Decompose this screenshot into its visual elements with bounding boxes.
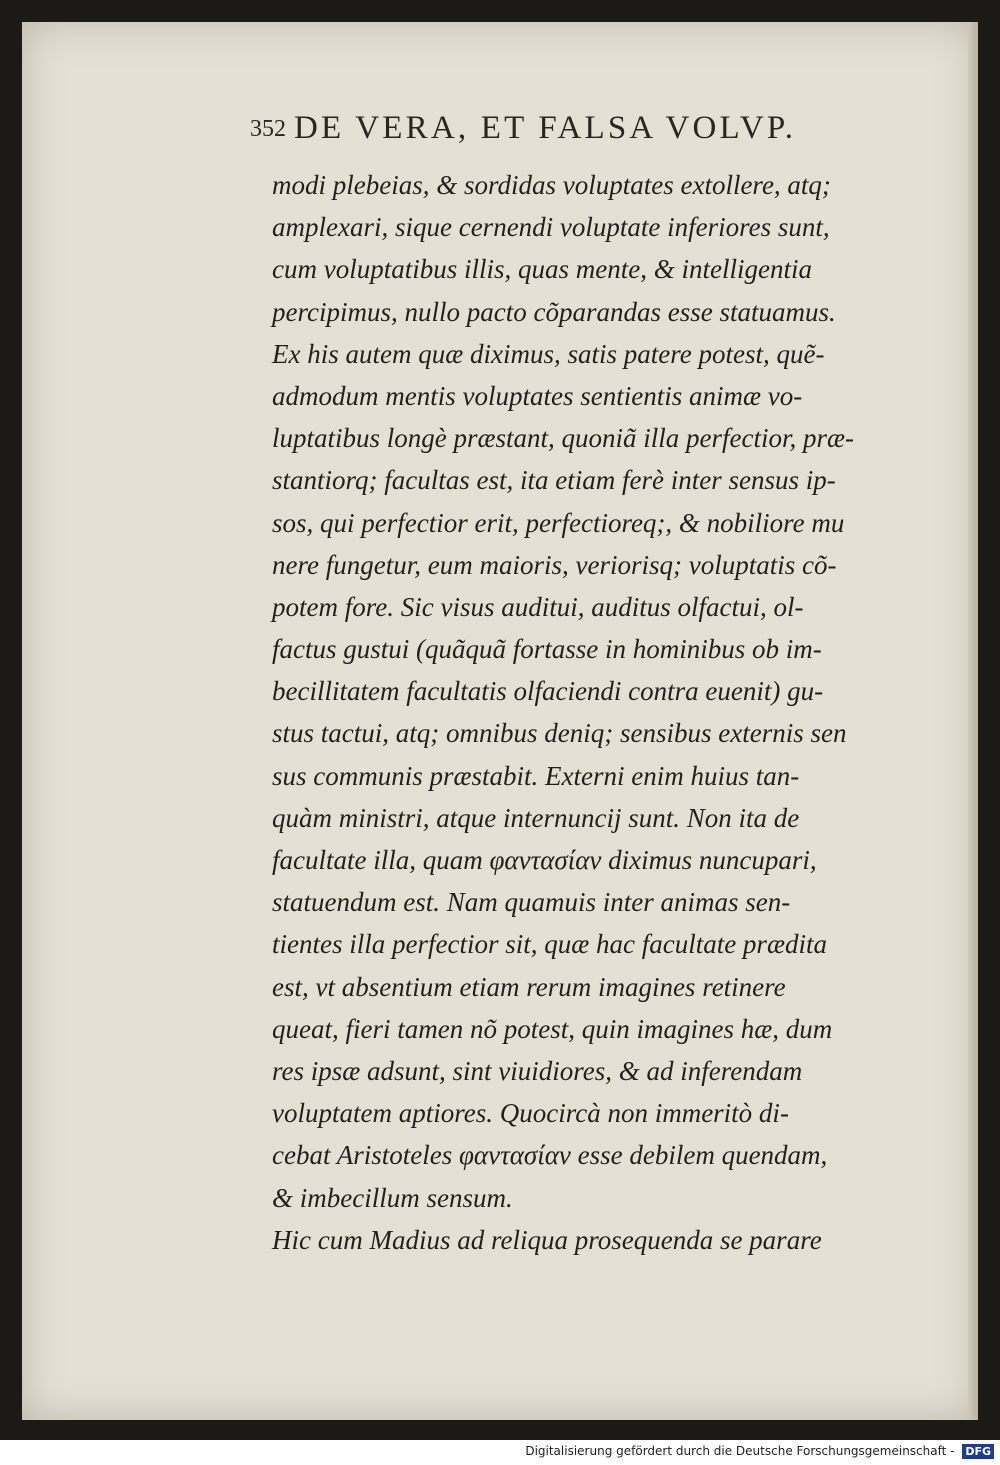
running-head	[250, 110, 900, 156]
text-line: sos, qui perfectior erit, perfectioreq;, & nobiliore mu	[272, 507, 845, 538]
text-line: admodum mentis voluptates sentientis animæ vo-	[272, 380, 803, 411]
dfg-logo: DFG	[962, 1444, 994, 1459]
text-line: est, vt absentium etiam rerum imagines retinere	[272, 971, 786, 1002]
text-line: luptatibus longè præstant, quoniã illa perfectior, præ-	[272, 423, 855, 454]
text-line: sus communis præstabit. Externi enim huius tan-	[272, 760, 800, 791]
text-line: potem fore. Sic visus auditui, auditus olfactui, ol-	[272, 591, 804, 622]
footer-credit: Digitalisierung gefördert durch die Deutsche Forschungsgemeinschaft - DFG	[525, 1444, 994, 1459]
text-line: modi plebeias, & sordidas voluptates extollere, atq;	[272, 170, 831, 200]
text-line: stantiorq; facultas est, ita etiam ferè inter sensus ip-	[272, 465, 836, 496]
text-line: queat, fieri tamen nõ potest, quin imagines hæ, dum	[272, 1013, 833, 1044]
text-line: Hic cum Madius ad reliqua prosequenda se parare	[272, 1224, 822, 1255]
text-line: & imbecillum sensum.	[272, 1182, 513, 1213]
running-title: DE VERA, ET FALSA VOLVP.	[294, 110, 797, 146]
text-line: quàm ministri, atque internuncij sunt. Non ita de	[272, 802, 800, 833]
text-line: becillitatem facultatis olfaciendi contra euenit) gu-	[272, 676, 824, 707]
text-line: percipimus, nullo pacto cõparandas esse statuamus.	[272, 296, 836, 327]
text-line: cebat Aristoteles φαντασίαν esse debilem quendam,	[272, 1140, 828, 1171]
text-line: Ex his autem quæ diximus, satis patere potest, quẽ-	[272, 338, 825, 369]
page-edge	[968, 22, 978, 1420]
footer-bar	[0, 1440, 1000, 1465]
text-line: statuendum est. Nam quamuis inter animas sen-	[272, 887, 791, 918]
text-line: factus gustui (quãquã fortasse in hominibus ob im-	[272, 634, 822, 665]
body-text	[272, 164, 902, 1261]
page-number: 352	[250, 116, 286, 142]
text-line: cum voluptatibus illis, quas mente, & intelligentia	[272, 254, 812, 285]
text-line: res ipsæ adsunt, sint viuidiores, & ad inferendam	[272, 1055, 803, 1086]
text-line: tientes illa perfectior sit, quæ hac facultate prædita	[272, 929, 827, 960]
text-line: stus tactui, atq; omnibus deniq; sensibus externis sen	[272, 718, 847, 749]
credit-text: Digitalisierung gefördert durch die Deutsche Forschungsgemeinschaft	[525, 1444, 947, 1458]
text-line: voluptatem aptiores. Quocircà non immeritò di-	[272, 1098, 789, 1129]
text-line: facultate illa, quam φαντασίαν diximus nuncupari,	[272, 845, 817, 875]
text-line: nere fungetur, eum maioris, veriorisq; voluptatis cõ-	[272, 549, 837, 580]
text-line: amplexari, sique cernendi voluptate inferiores sunt,	[272, 212, 830, 243]
